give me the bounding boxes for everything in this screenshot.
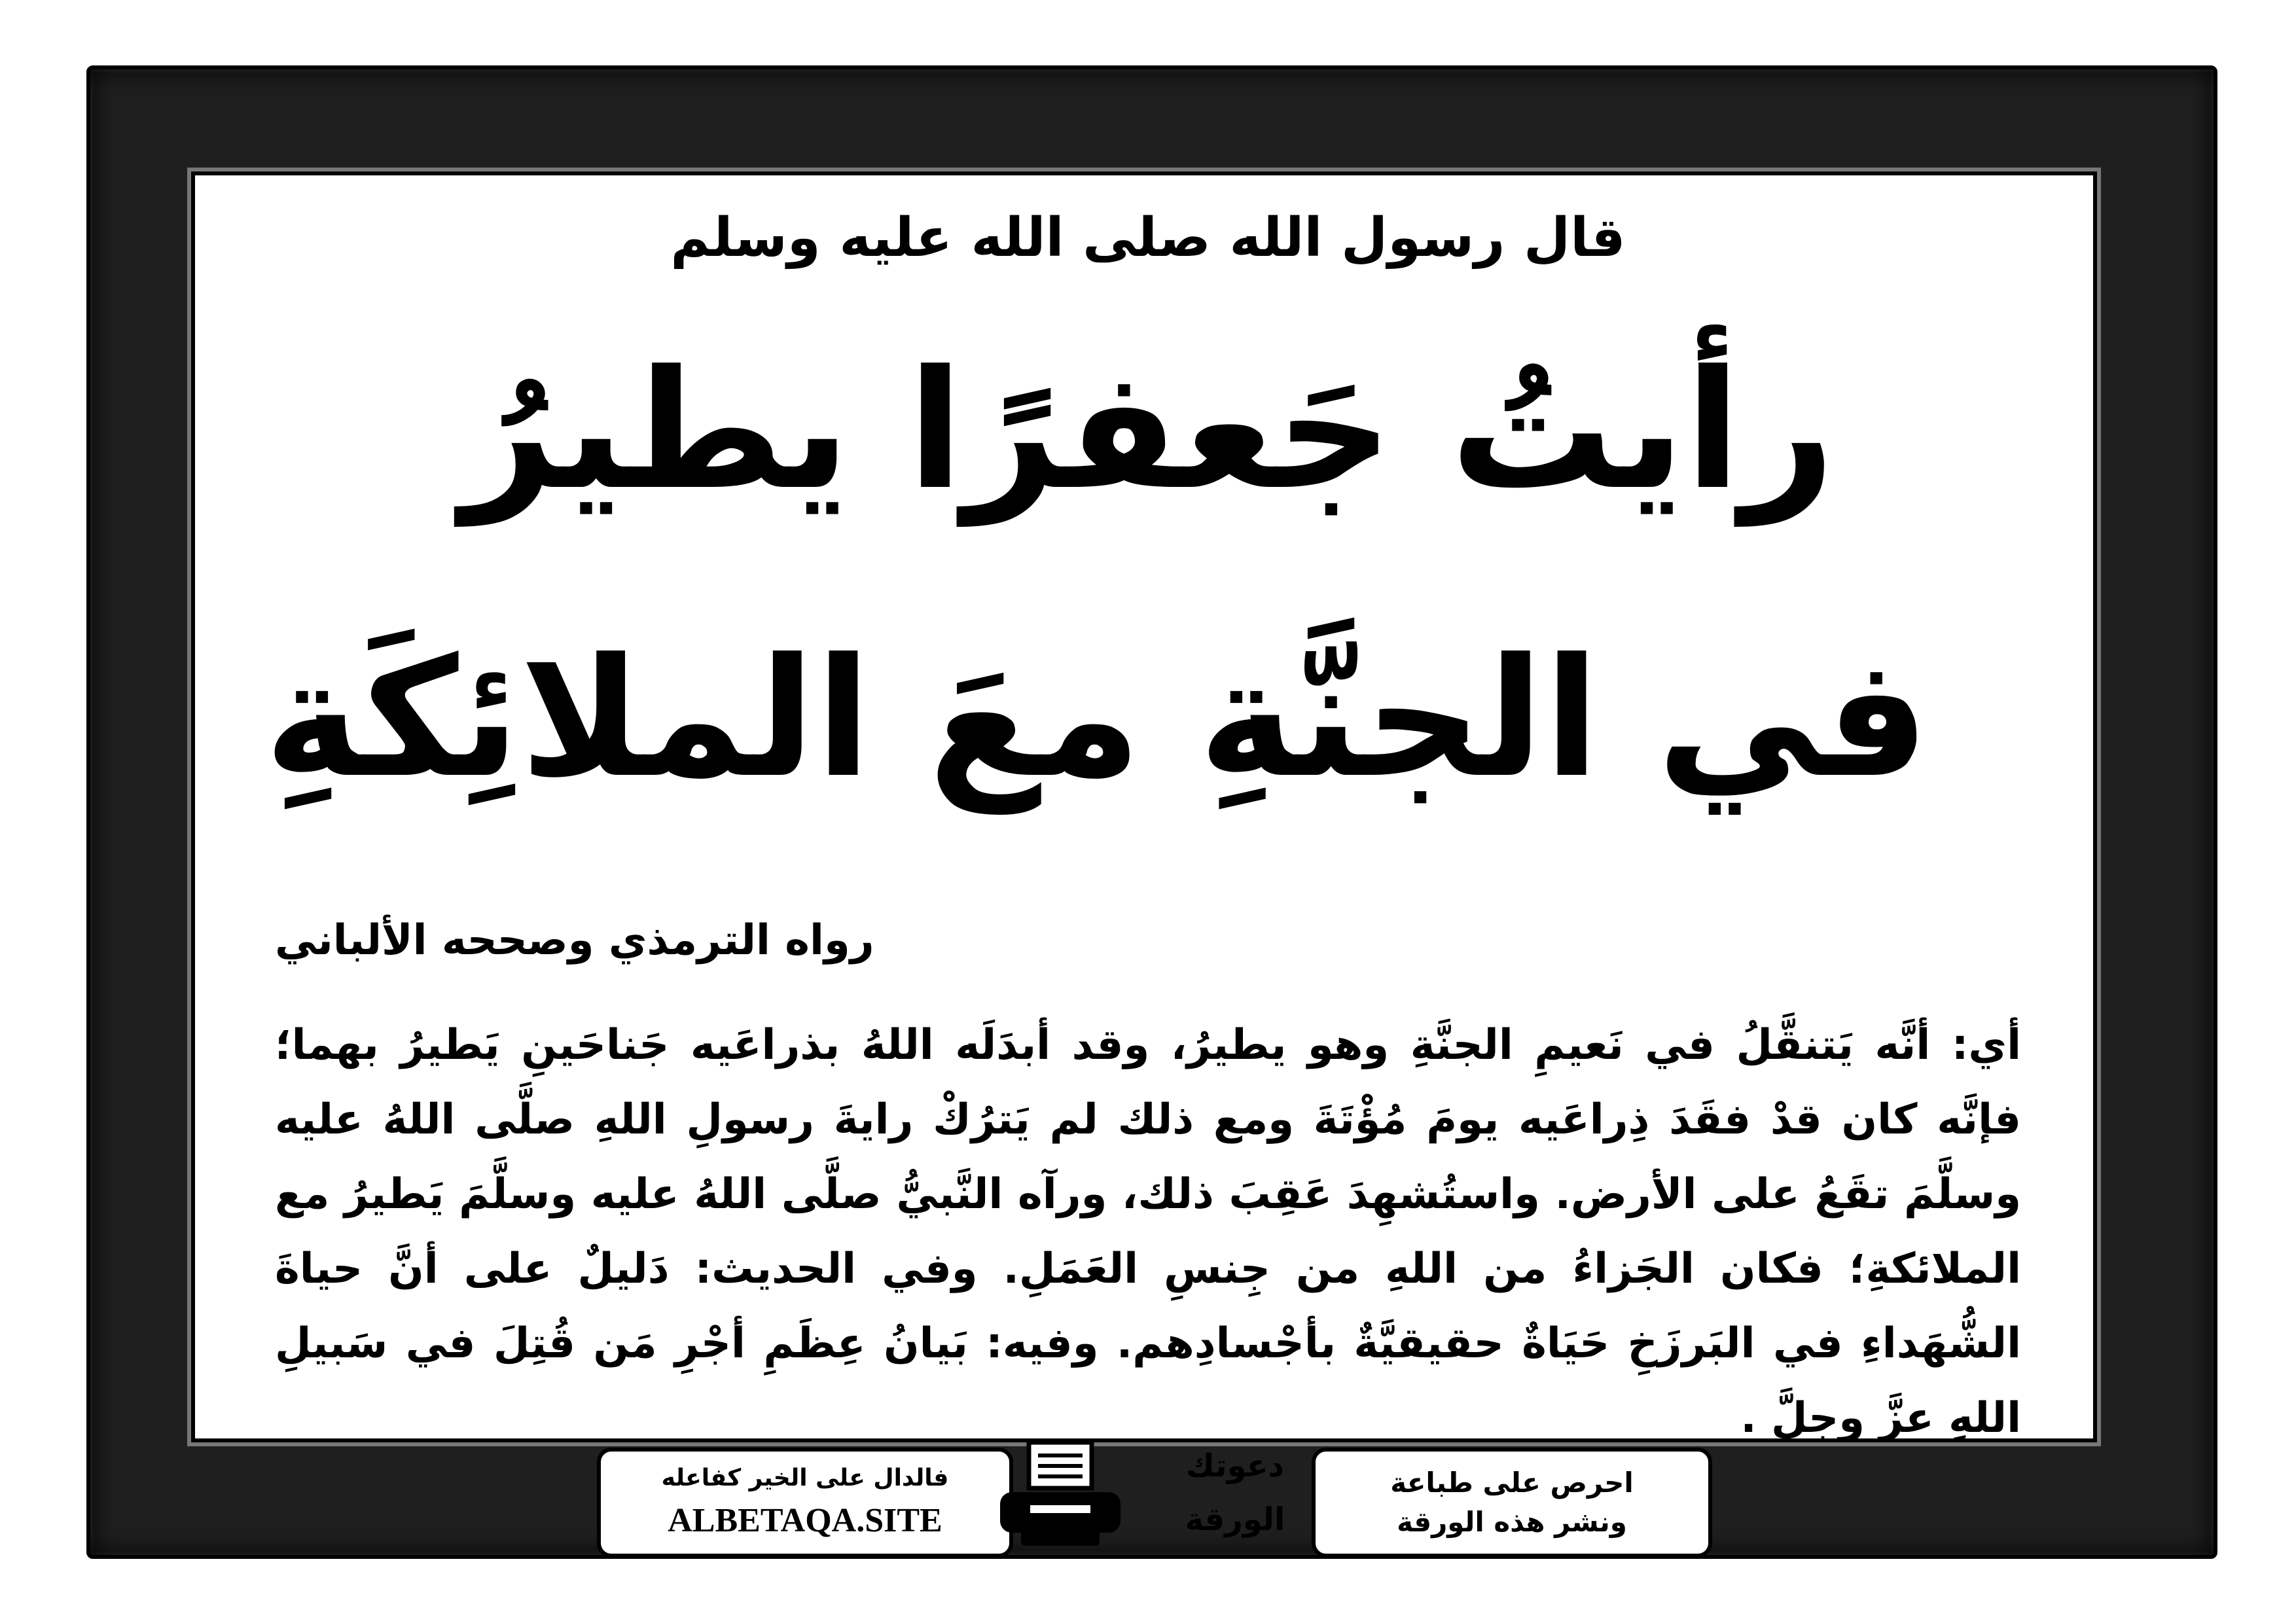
hadith-explanation: أي: أنَّه يَتنقَّلُ في نَعيمِ الجنَّةِ وهو يطيرُ، وقد أبدَلَه اللهُ بذراعَيه جَناحَينِ يَطيرُ بهما؛ فإنَّه كان قدْ فقَدَ ذِراعَيه يومَ مُؤْتَةَ ومع ذلك لم يَترُكْ رايةَ رسولِ اللهِ صلَّى اللهُ عليه وسلَّمَ تقَعُ على الأرض. واستُشهِدَ عَقِبَ ذلك، ورآه النَّبيُّ صلَّى اللهُ عليه وسلَّمَ يَطيرُ مع الملائكةِ؛ فكان الجَزاءُ من اللهِ من جِنسِ العَمَلِ. وفي الحديث: دَليلٌ على أنَّ حياةَ الشُّهَداءِ في البَرزَخِ حَيَاةٌ حقيقيَّةٌ بأجْسادِهم. وفيه: بَيانُ عِظَمِ أجْرِ مَن قُتِلَ في سَبيلِ اللهِ عزَّ وجلَّ . <box>275 1021 2021 1442</box>
footer-site-link[interactable]: ALBETAQA.SITE <box>668 1502 942 1539</box>
print-line-2: ونشر هذه الورقة <box>1397 1506 1627 1538</box>
dawa-logo <box>1172 1444 1299 1552</box>
logo-word-bottom: الورقة <box>1185 1501 1285 1538</box>
print-line-1: احرص على طباعة <box>1390 1467 1634 1499</box>
footer-saying: فالدال على الخير كفاعله <box>661 1465 949 1491</box>
footer-print-box <box>1312 1448 1712 1558</box>
footer-site-box <box>597 1448 1013 1558</box>
footer-print-text <box>1316 1463 1708 1542</box>
hadith-intro: قال رسول الله صلى الله عليه وسلم <box>670 207 1626 269</box>
hadith-line-1: رأيتُ جَعفرًا يطيرُ <box>461 335 1835 526</box>
hadith-line-2: في الجنَّةِ معَ الملائِكَةِ <box>264 623 1929 813</box>
logo-word-top: دعوتك <box>1185 1448 1285 1484</box>
printer-icon <box>995 1437 1126 1552</box>
hadith-narration: رواه الترمذي وصححه الألباني <box>275 916 874 965</box>
